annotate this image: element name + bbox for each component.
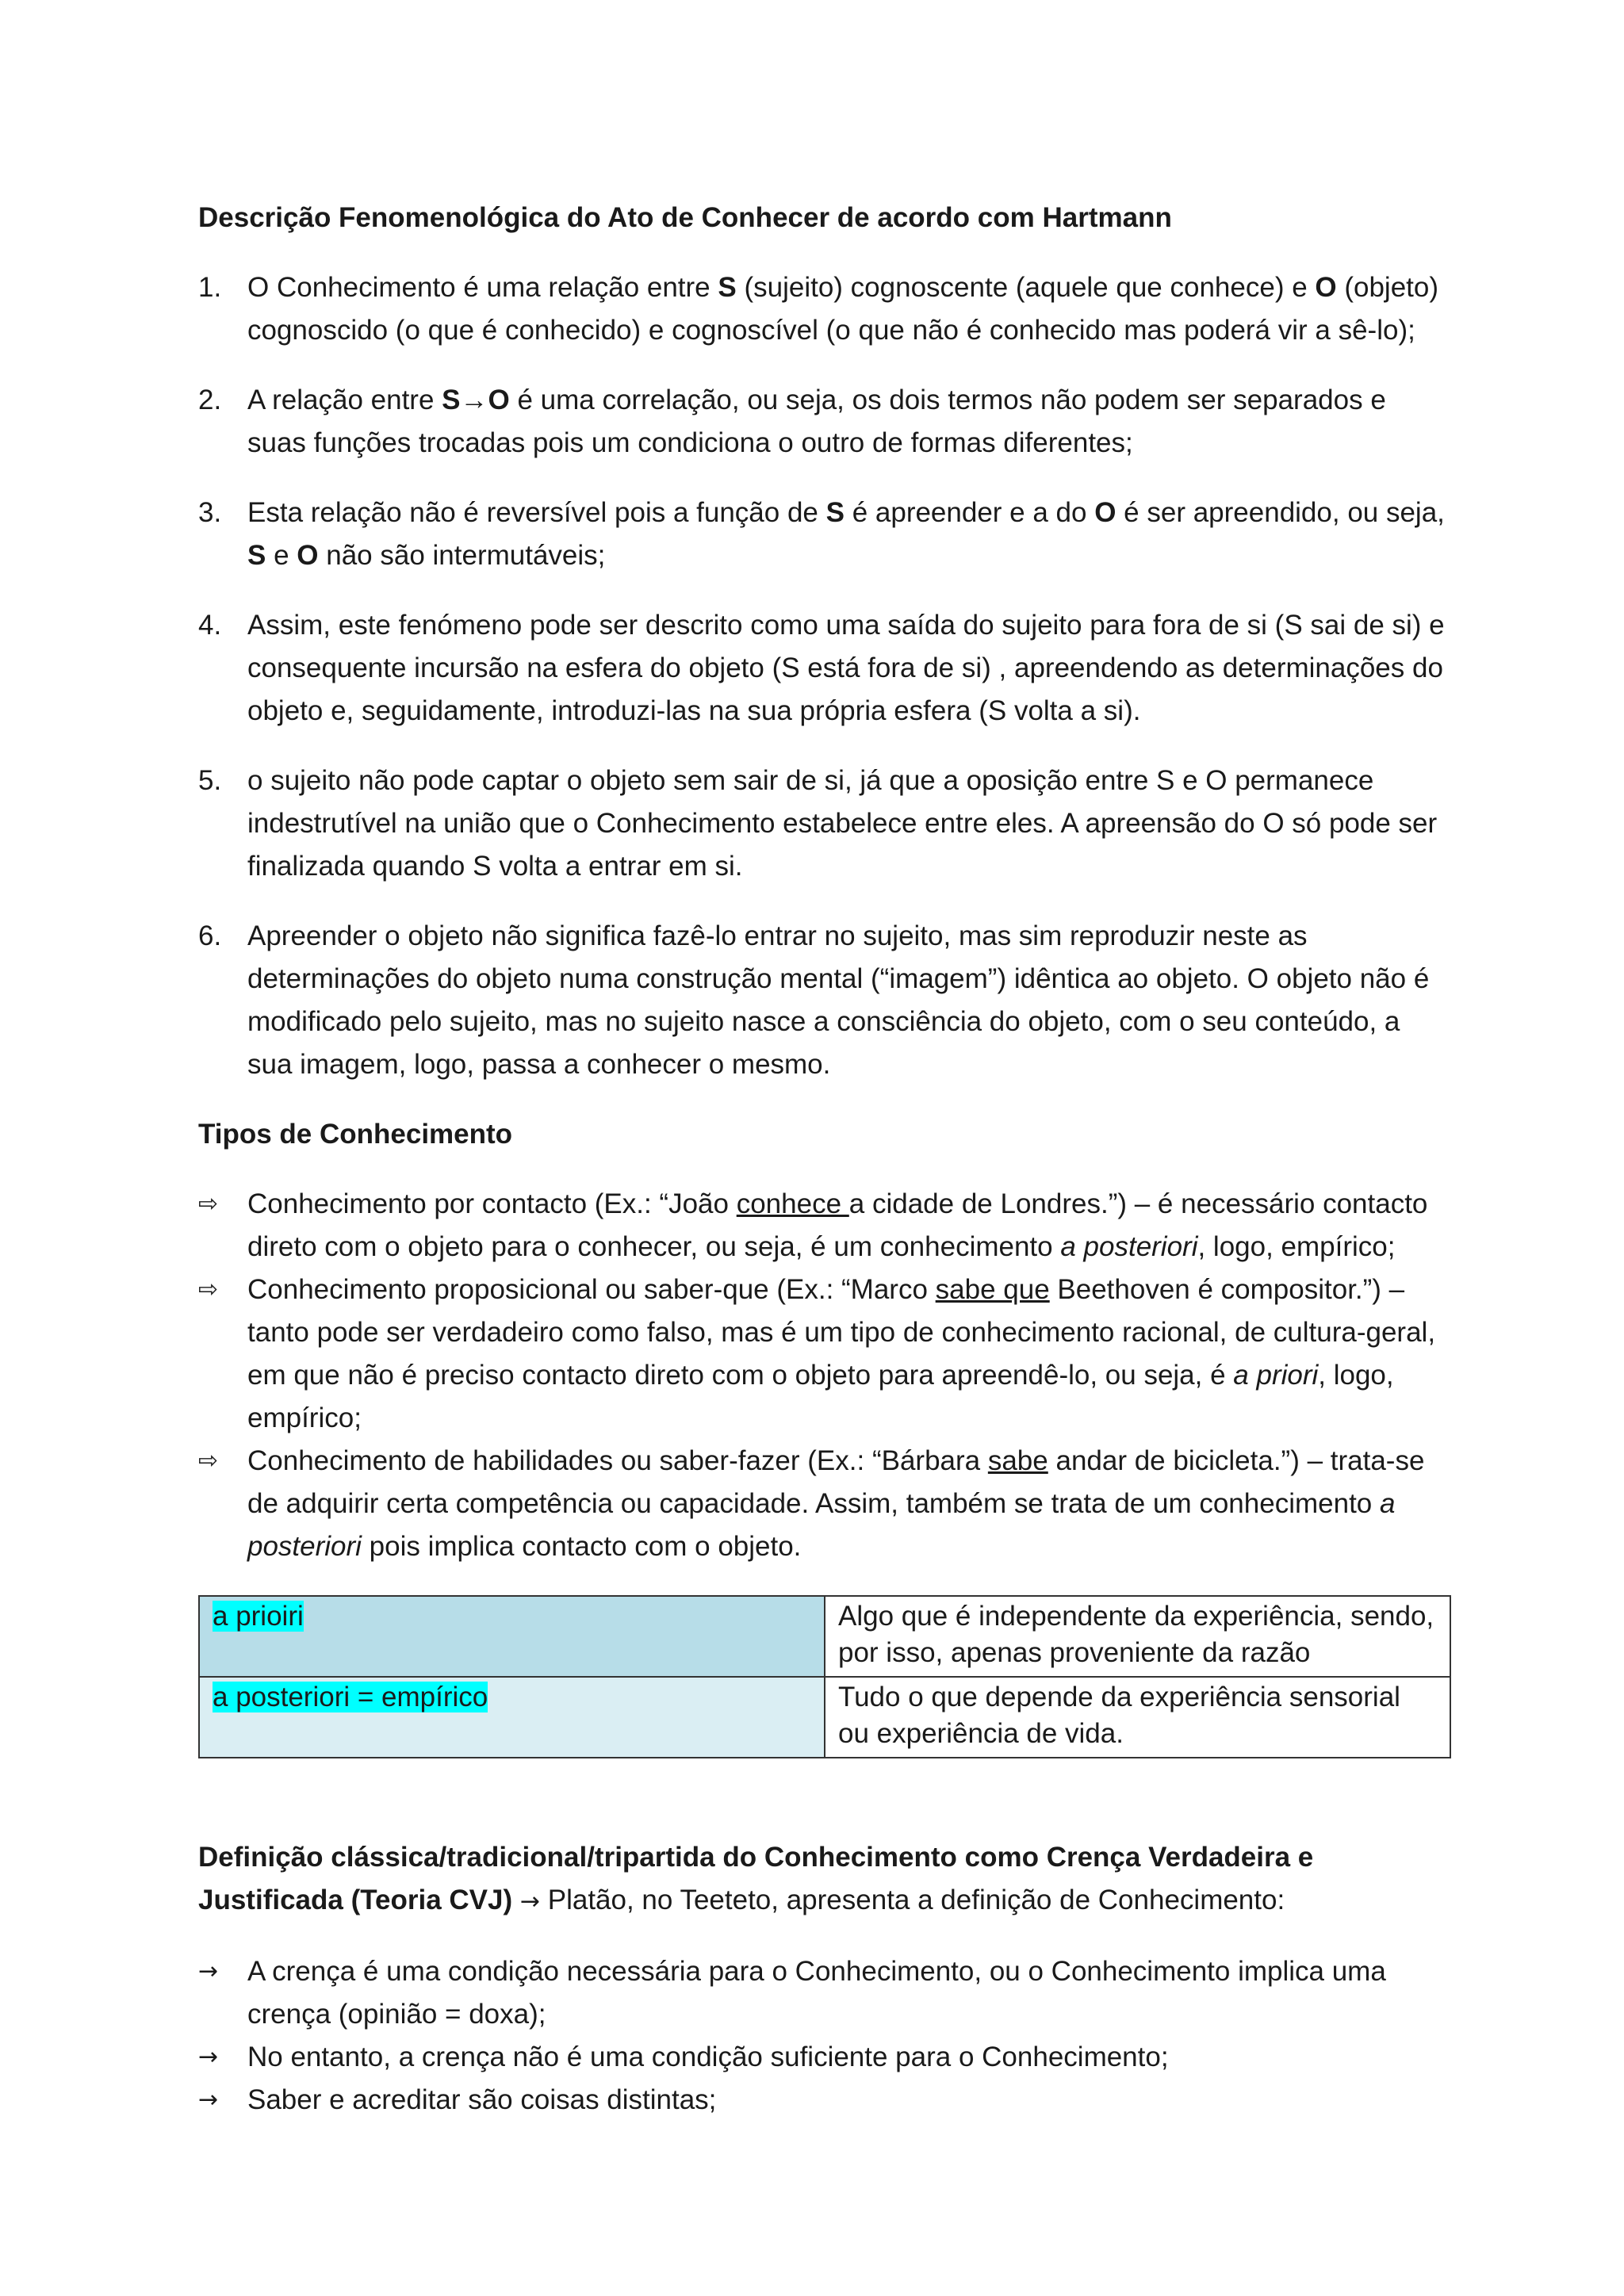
item-text: Esta relação não é reversível pois a função de [247, 497, 826, 528]
list-item [198, 379, 1451, 465]
item-text: Beethoven é compositor.”) – tanto pode ser verdadeiro como falso, mas é um tipo de conhecimento racional, de cultura-geral, em que não é preciso contacto direto com o objeto para apreendê-lo, ou seja, é [247, 1274, 1436, 1391]
italic-term: a priori [1233, 1360, 1319, 1391]
item-number: 2. [198, 385, 222, 415]
right-arrow-icon: → [519, 1888, 541, 1915]
document-content [198, 197, 1451, 2149]
table-row [199, 1596, 1450, 1677]
hollow-right-arrow-icon: ⇨ [198, 1447, 219, 1475]
hollow-right-arrow-icon: ⇨ [198, 1276, 219, 1303]
list-item [198, 1950, 1451, 2036]
item-text: não são intermutáveis; [318, 540, 606, 571]
item-text: o sujeito não pode captar o objeto sem sair de si, já que a oposição entre S e O permanece indestrutível na união que o Conhecimento estabelece entre eles. A apreensão do O só pode ser finalizada quando S volta a entrar em si. [247, 765, 1438, 882]
item-number: 5. [198, 765, 222, 796]
highlighted-term: a posteriori = empírico [213, 1682, 488, 1712]
section-title-hartmann: Descrição Fenomenológica do Ato de Conhecer de acordo com Hartmann [198, 202, 1172, 233]
list-item [198, 2036, 1451, 2079]
item-text: (objeto) cognoscido (o que é conhecido) e cognoscível (o que não é conhecido mas poderá vir a sê-lo); [247, 272, 1439, 346]
list-item [198, 492, 1451, 577]
section-title-tipos: Tipos de Conhecimento [198, 1119, 513, 1150]
item-text: Conhecimento proposicional ou saber-que (Ex.: “Marco [247, 1274, 936, 1305]
right-arrow-icon: → [198, 1957, 219, 1985]
item-number: 6. [198, 920, 222, 951]
item-text: O Conhecimento é uma relação entre [247, 272, 718, 303]
bold-term: O [1315, 272, 1337, 303]
underlined-term: sabe que [935, 1274, 1050, 1305]
italic-term: a posteriori [1060, 1231, 1198, 1262]
definitions-table [198, 1595, 1451, 1758]
item-text: é uma correlação, ou seja, os dois termos não podem ser separados e suas funções trocadas pois um condiciona o outro de formas diferentes; [247, 385, 1386, 458]
item-text: A relação entre [247, 385, 442, 415]
underlined-term: conhece [736, 1188, 849, 1219]
item-number: 1. [198, 272, 222, 303]
item-text: a cidade de Londres.”) – é necessário contacto direto com o objeto para o conhecer, ou seja, é um conhecimento [247, 1188, 1428, 1262]
item-text: (sujeito) cognoscente (aquele que conhece) e [736, 272, 1316, 303]
cvj-list [198, 1950, 1451, 2122]
item-text: A crença é uma condição necessária para o Conhecimento, ou o Conhecimento implica uma crença (opinião = doxa); [247, 1956, 1386, 2030]
hartmann-list [198, 266, 1451, 1086]
bold-term: S→O [442, 385, 510, 415]
item-text: pois implica contacto com o objeto. [361, 1531, 802, 1562]
list-item [198, 266, 1451, 352]
tipos-list [198, 1183, 1451, 1568]
cvj-title-rest: Platão, no Teeteto, apresenta a definição de Conhecimento: [540, 1885, 1285, 1915]
bold-term: O [297, 540, 319, 571]
hollow-right-arrow-icon: ⇨ [198, 1190, 219, 1218]
italic-term: a posteriori [247, 1488, 1396, 1562]
right-arrow-icon: → [198, 2043, 219, 2071]
list-item [198, 1440, 1451, 1568]
item-text: Saber e acreditar são coisas distintas; [247, 2084, 717, 2115]
bold-term: O [1094, 497, 1116, 528]
item-number: 4. [198, 610, 222, 641]
right-arrow-icon: → [198, 2086, 219, 2114]
bold-term: S [247, 540, 266, 571]
item-text: , logo, empírico; [247, 1360, 1394, 1433]
section-title-cvj [198, 1836, 1451, 1923]
item-number: 3. [198, 497, 222, 528]
item-text: é apreender e a do [844, 497, 1095, 528]
list-item [198, 760, 1451, 888]
table-cell-term [199, 1677, 825, 1758]
table-cell-definition: Tudo o que depende da experiência sensorial ou experiência de vida. [825, 1677, 1450, 1758]
table-cell-term [199, 1596, 825, 1677]
table-cell-definition: Algo que é independente da experiência, sendo, por isso, apenas proveniente da razão [825, 1596, 1450, 1677]
bold-term: S [718, 272, 737, 303]
cvj-title-bold: Definição clássica/tradicional/tripartida do Conhecimento como Crença Verdadeira e Justificada (Teoria CVJ) [198, 1842, 1314, 1915]
list-item [198, 1183, 1451, 1269]
list-item [198, 1269, 1451, 1440]
item-text: andar de bicicleta.”) – trata-se de adquirir certa competência ou capacidade. Assim, também se trata de um conhecimento [247, 1445, 1425, 1519]
bold-term: S [825, 497, 845, 528]
list-item [198, 2079, 1451, 2122]
list-item [198, 915, 1451, 1086]
item-text: Assim, este fenómeno pode ser descrito como uma saída do sujeito para fora de si (S sai de si) e consequente incursão na esfera do objeto (S está fora de si) , apreendendo as determinações do objeto e, seguidamente, introduzi-las na sua própria esfera (S volta a si). [247, 610, 1445, 726]
item-text: , logo, empírico; [1197, 1231, 1396, 1262]
underlined-term: sabe [987, 1445, 1048, 1476]
item-text: Apreender o objeto não significa fazê-lo entrar no sujeito, mas sim reproduzir neste as determinações do objeto numa construção mental (“imagem”) idêntica ao objeto. O objeto não é modificado pelo sujeito, mas no sujeito nasce a consciência do objeto, com o seu conteúdo, a sua imagem, logo, passa a conhecer o mesmo. [247, 920, 1430, 1080]
item-text: e [266, 540, 297, 571]
table-row [199, 1677, 1450, 1758]
item-text: Conhecimento de habilidades ou saber-fazer (Ex.: “Bárbara [247, 1445, 988, 1476]
item-text: No entanto, a crença não é uma condição suficiente para o Conhecimento; [247, 2042, 1169, 2072]
highlighted-term: a prioiri [213, 1601, 304, 1632]
list-item [198, 604, 1451, 733]
item-text: é ser apreendido, ou seja, [1116, 497, 1445, 528]
item-text: Conhecimento por contacto (Ex.: “João [247, 1188, 737, 1219]
